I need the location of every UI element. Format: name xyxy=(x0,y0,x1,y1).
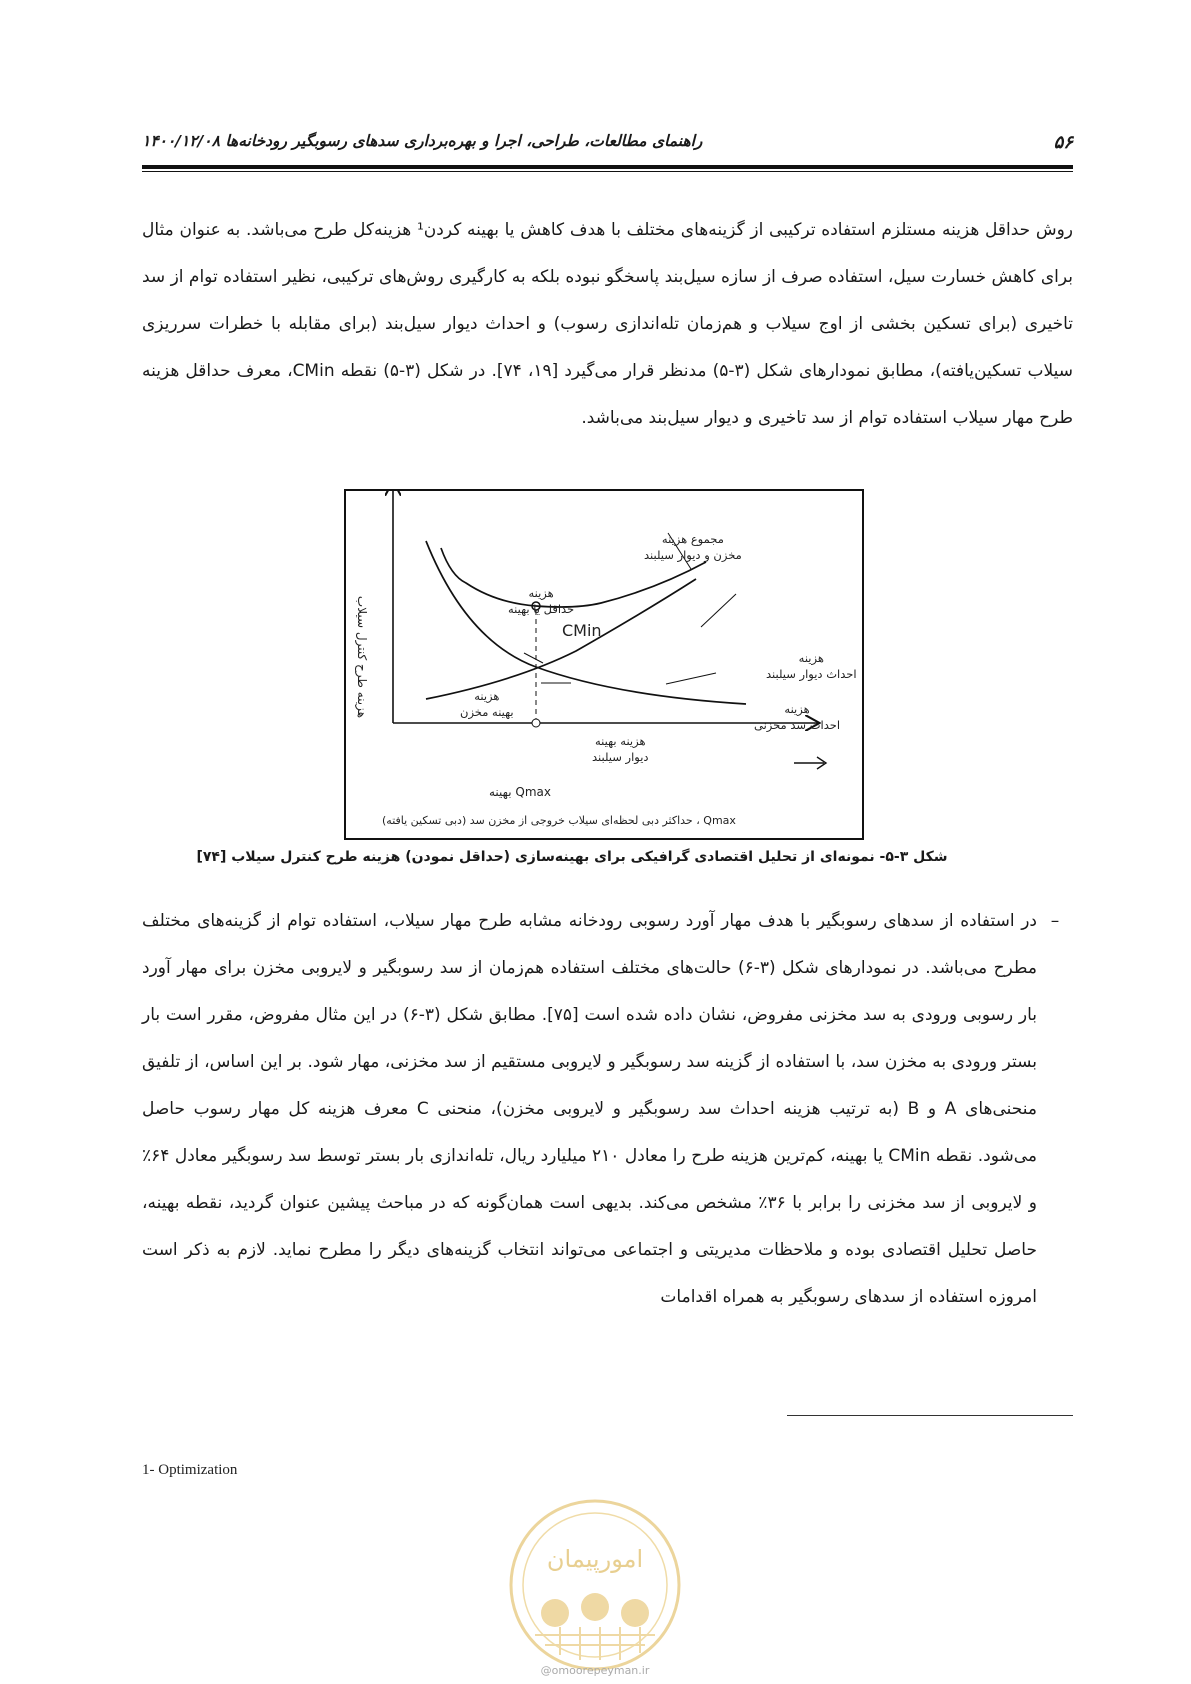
watermark-logo xyxy=(505,1495,685,1675)
figure-caption: شکل ۳-۵- نمونه‌ای از تحلیل اقتصادی گرافیکی برای بهینه‌سازی (حداقل نمودن) هزینه طرح کنترل سیلاب [۷۴] xyxy=(196,849,948,865)
label-total-cost: مجموع هزینه مخزن و دیوار سیلبند xyxy=(644,532,742,562)
footnote: 1- Optimization xyxy=(142,1462,238,1478)
running-title: راهنمای مطالعات، طراحی، اجرا و بهره‌برداری سدهای رسوبگیر رودخانه‌ها ۱۴۰۰/۱۲/۰۸ xyxy=(142,132,703,150)
footnote-rule xyxy=(787,1415,1073,1416)
bullet-dash: – xyxy=(1050,911,1060,931)
page-header xyxy=(142,128,1073,160)
qmax-optimum-marker xyxy=(532,719,540,727)
header-rule-thick xyxy=(142,165,1073,169)
leader-reservoir-opt xyxy=(524,653,543,663)
watermark-url: @omoorepeyman.ir xyxy=(540,1664,650,1677)
leader-dam-build xyxy=(666,673,716,684)
watermark-logo-text: امورپیمان xyxy=(546,1545,644,1573)
page-number: ۵۶ xyxy=(1053,132,1073,153)
label-reservoir-optimum: هزینه بهینه مخزن xyxy=(460,689,514,719)
label-levee-optimum: هزینه بهینه دیوار سیلبند xyxy=(592,734,649,764)
label-min-cost: هزینه حداقل یا بهینه xyxy=(508,586,575,616)
leader-levee-build xyxy=(701,594,736,627)
label-dam-build-cost: هزینه احداث سد مخزنی xyxy=(754,702,841,732)
label-cmin: CMin xyxy=(562,621,602,640)
paragraph-1: روش حداقل هزینه مستلزم استفاده ترکیبی از گزینه‌های مختلف با هدف کاهش یا بهینه کردن¹ هزینه‌کل طرح می‌باشد. به عنوان مثال برای کاهش خسارت سیل، استفاده صرف از سازه سیل‌بند پاسخگو نبوده بلکه به کارگیری روش‌های ترکیبی، نظیر استفاده توام از سد تاخیری (برای تسکین بخشی از اوج سیلاب و هم‌زمان تله‌اندازی رسوب) و احداث دیوار سیل‌بند (برای مقابله با خطرات سرریزی سیلاب تسکین‌یافته)، مطابق نمودارهای شکل (۳-۵) مدنظر قرار می‌گیرد [۱۹، ۷۴]. در شکل (۳-۵) نقطه CMin، معرف حداقل هزینه طرح مهار سیلاب استفاده توام از سد تاخیری و دیوار سیل‌بند می‌باشد. xyxy=(142,220,1074,428)
label-qmax-optimum: Qmax بهینه xyxy=(489,785,551,799)
header-rule-thin xyxy=(142,171,1073,172)
y-axis-label: هزینه طرح کنترل سیلاب xyxy=(355,595,369,719)
label-levee-build-cost: هزینه احداث دیوار سیلبند xyxy=(766,651,857,681)
paragraph-2: در استفاده از سدهای رسوبگیر با هدف مهار آورد رسوبی رودخانه مشابه طرح مهار سیلاب، استفاده توام از گزینه‌های مختلف مطرح می‌باشد. در نمودارهای شکل (۳-۶) حالت‌های مختلف استفاده هم‌زمان از سد رسوبگیر و لایروبی مخزن برای مهار آورد بار رسوبی ورودی به سد مخزنی مفروض، نشان داده شده است [۷۵]. مطابق شکل (۳-۶) در این مثال مفروض، مقرر است بار بستر ورودی به مخزن سد، با استفاده از گزینه سد رسوبگیر و لایروبی مستقیم از سد مخزنی، مهار شود. بر این اساس، از تلفیق منحنی‌های A و B (به ترتیب هزینه احداث سد رسوبگیر و لایروبی مخزن)، منحنی C معرف هزینه کل مهار رسوب حاصل می‌شود. نقطه CMin یا بهینه، کم‌ترین هزینه طرح را معادل ۲۱۰ میلیارد ریال، تله‌اندازی بار بستر توسط سد رسوبگیر معادل ۶۴٪ و لایروبی از سد مخزنی را برابر با ۳۶٪ مشخص می‌کند. بدیهی است همان‌گونه که در مباحث پیشین عنوان گردید، نقطه بهینه، حاصل تحلیل اقتصادی بوده و ملاحظات مدیریتی و اجتماعی می‌تواند انتخاب گزینه‌های دیگر را مطرح نماید. لازم به ذکر است امروزه استفاده از سدهای رسوبگیر به همراه اقدامات xyxy=(142,911,1037,1307)
x-axis-label: Qmax ، حداکثر دبی لحظه‌ای سیلاب خروجی از مخزن سد (دبی تسکین یافته) xyxy=(382,814,736,827)
